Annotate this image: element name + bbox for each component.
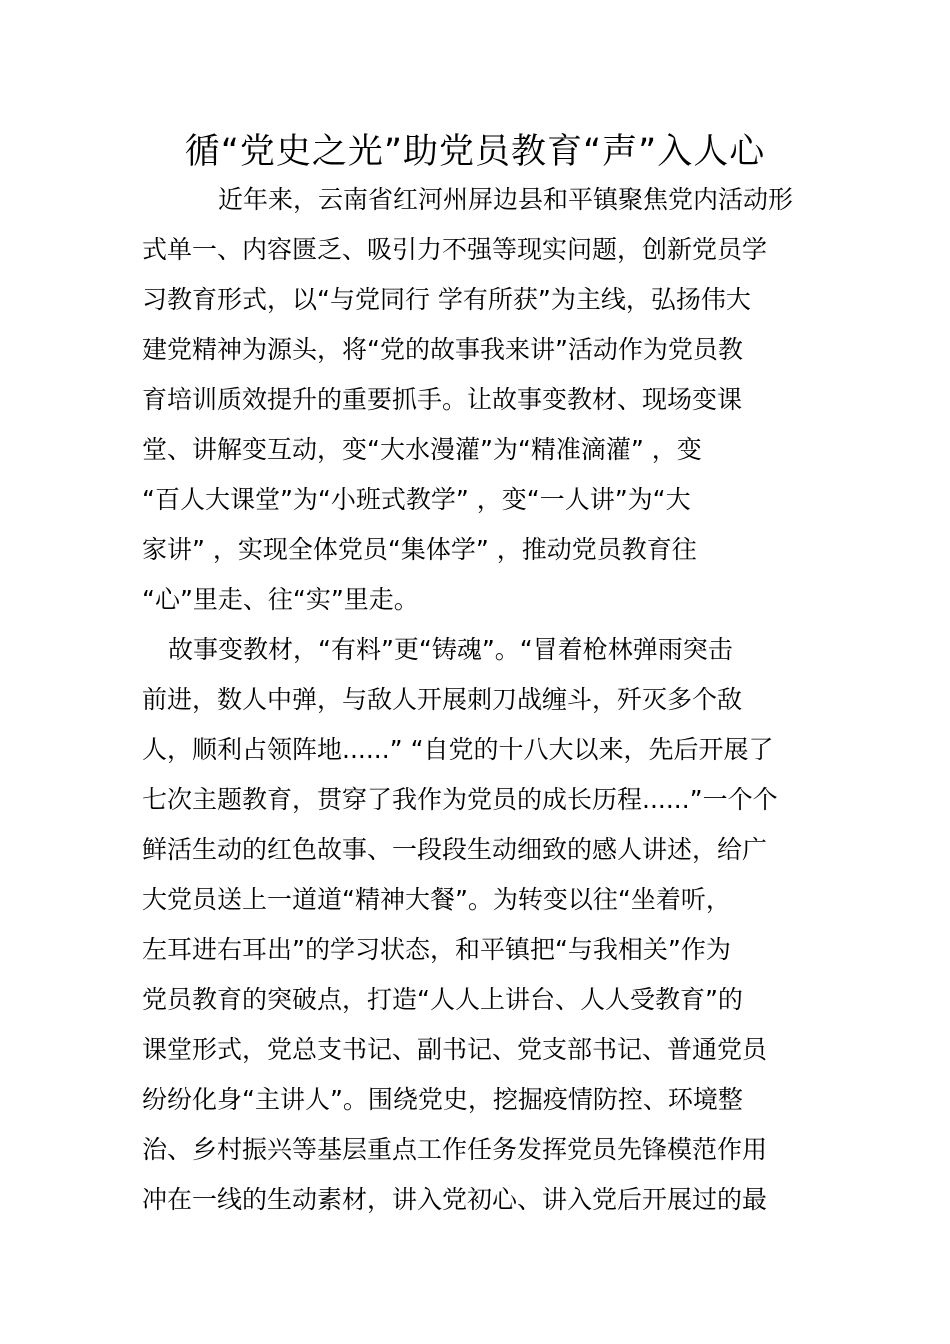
text-line: 左耳进右耳出”的学习状态，和平镇把“与我相关”作为 bbox=[142, 935, 731, 964]
text-line: 式单一、内容匮乏、吸引力不强等现实问题，创新党员学 bbox=[142, 235, 768, 264]
text-line: 育培训质效提升的重要抓手。让故事变教材、现场变课 bbox=[142, 385, 743, 414]
text-line: 七次主题教育，贯穿了我作为党员的成长历程......”一个个 bbox=[142, 785, 778, 814]
text-line: 冲在一线的生动素材，讲入党初心、讲入党后开展过的最 bbox=[142, 1185, 768, 1214]
text-line: 课堂形式，党总支书记、副书记、党支部书记、普通党员 bbox=[142, 1035, 768, 1064]
text-line: 堂、讲解变互动，变“大水漫灌”为“精准滴灌” ，变 bbox=[142, 435, 702, 464]
text-line: 治、乡村振兴等基层重点工作任务发挥党员先锋模范作用 bbox=[142, 1135, 768, 1164]
text-line: 纷纷化身“主讲人”。围绕党史，挖掘疫情防控、环境整 bbox=[142, 1085, 743, 1114]
text-line: 鲜活生动的红色故事、一段段生动细致的感人讲述，给广 bbox=[142, 835, 768, 864]
text-line: 故事变教材，“有料”更“铸魂”。“冒着枪林弹雨突击 bbox=[168, 635, 733, 664]
text-line: 近年来，云南省红河州屏边县和平镇聚焦党内活动形 bbox=[218, 185, 794, 214]
text-line: “百人大课堂”为“小班式教学” ，变“一人讲”为“大 bbox=[142, 485, 691, 514]
text-line: “心”里走、往“实”里走。 bbox=[142, 585, 419, 614]
text-line: 习教育形式，以“与党同行 学有所获”为主线，弘扬伟大 bbox=[142, 285, 751, 314]
text-line: 大党员送上一道道“精神大餐”。为转变以往“坐着听， bbox=[142, 885, 731, 914]
document-title: 循“党史之光”助党员教育“声”入人心 bbox=[184, 132, 766, 172]
text-line: 家讲” ，实现全体党员“集体学” ，推动党员教育往 bbox=[142, 535, 697, 564]
text-line: 建党精神为源头，将“党的故事我来讲”活动作为党员教 bbox=[142, 335, 743, 364]
text-line: 人，顺利占领阵地......” “自党的十八大以来，先后开展了 bbox=[142, 735, 774, 764]
text-line: 前进，数人中弹，与敌人开展刺刀战缠斗，歼灭多个敌 bbox=[142, 685, 743, 714]
text-line: 党员教育的突破点，打造“人人上讲台、人人受教育”的 bbox=[142, 985, 743, 1014]
